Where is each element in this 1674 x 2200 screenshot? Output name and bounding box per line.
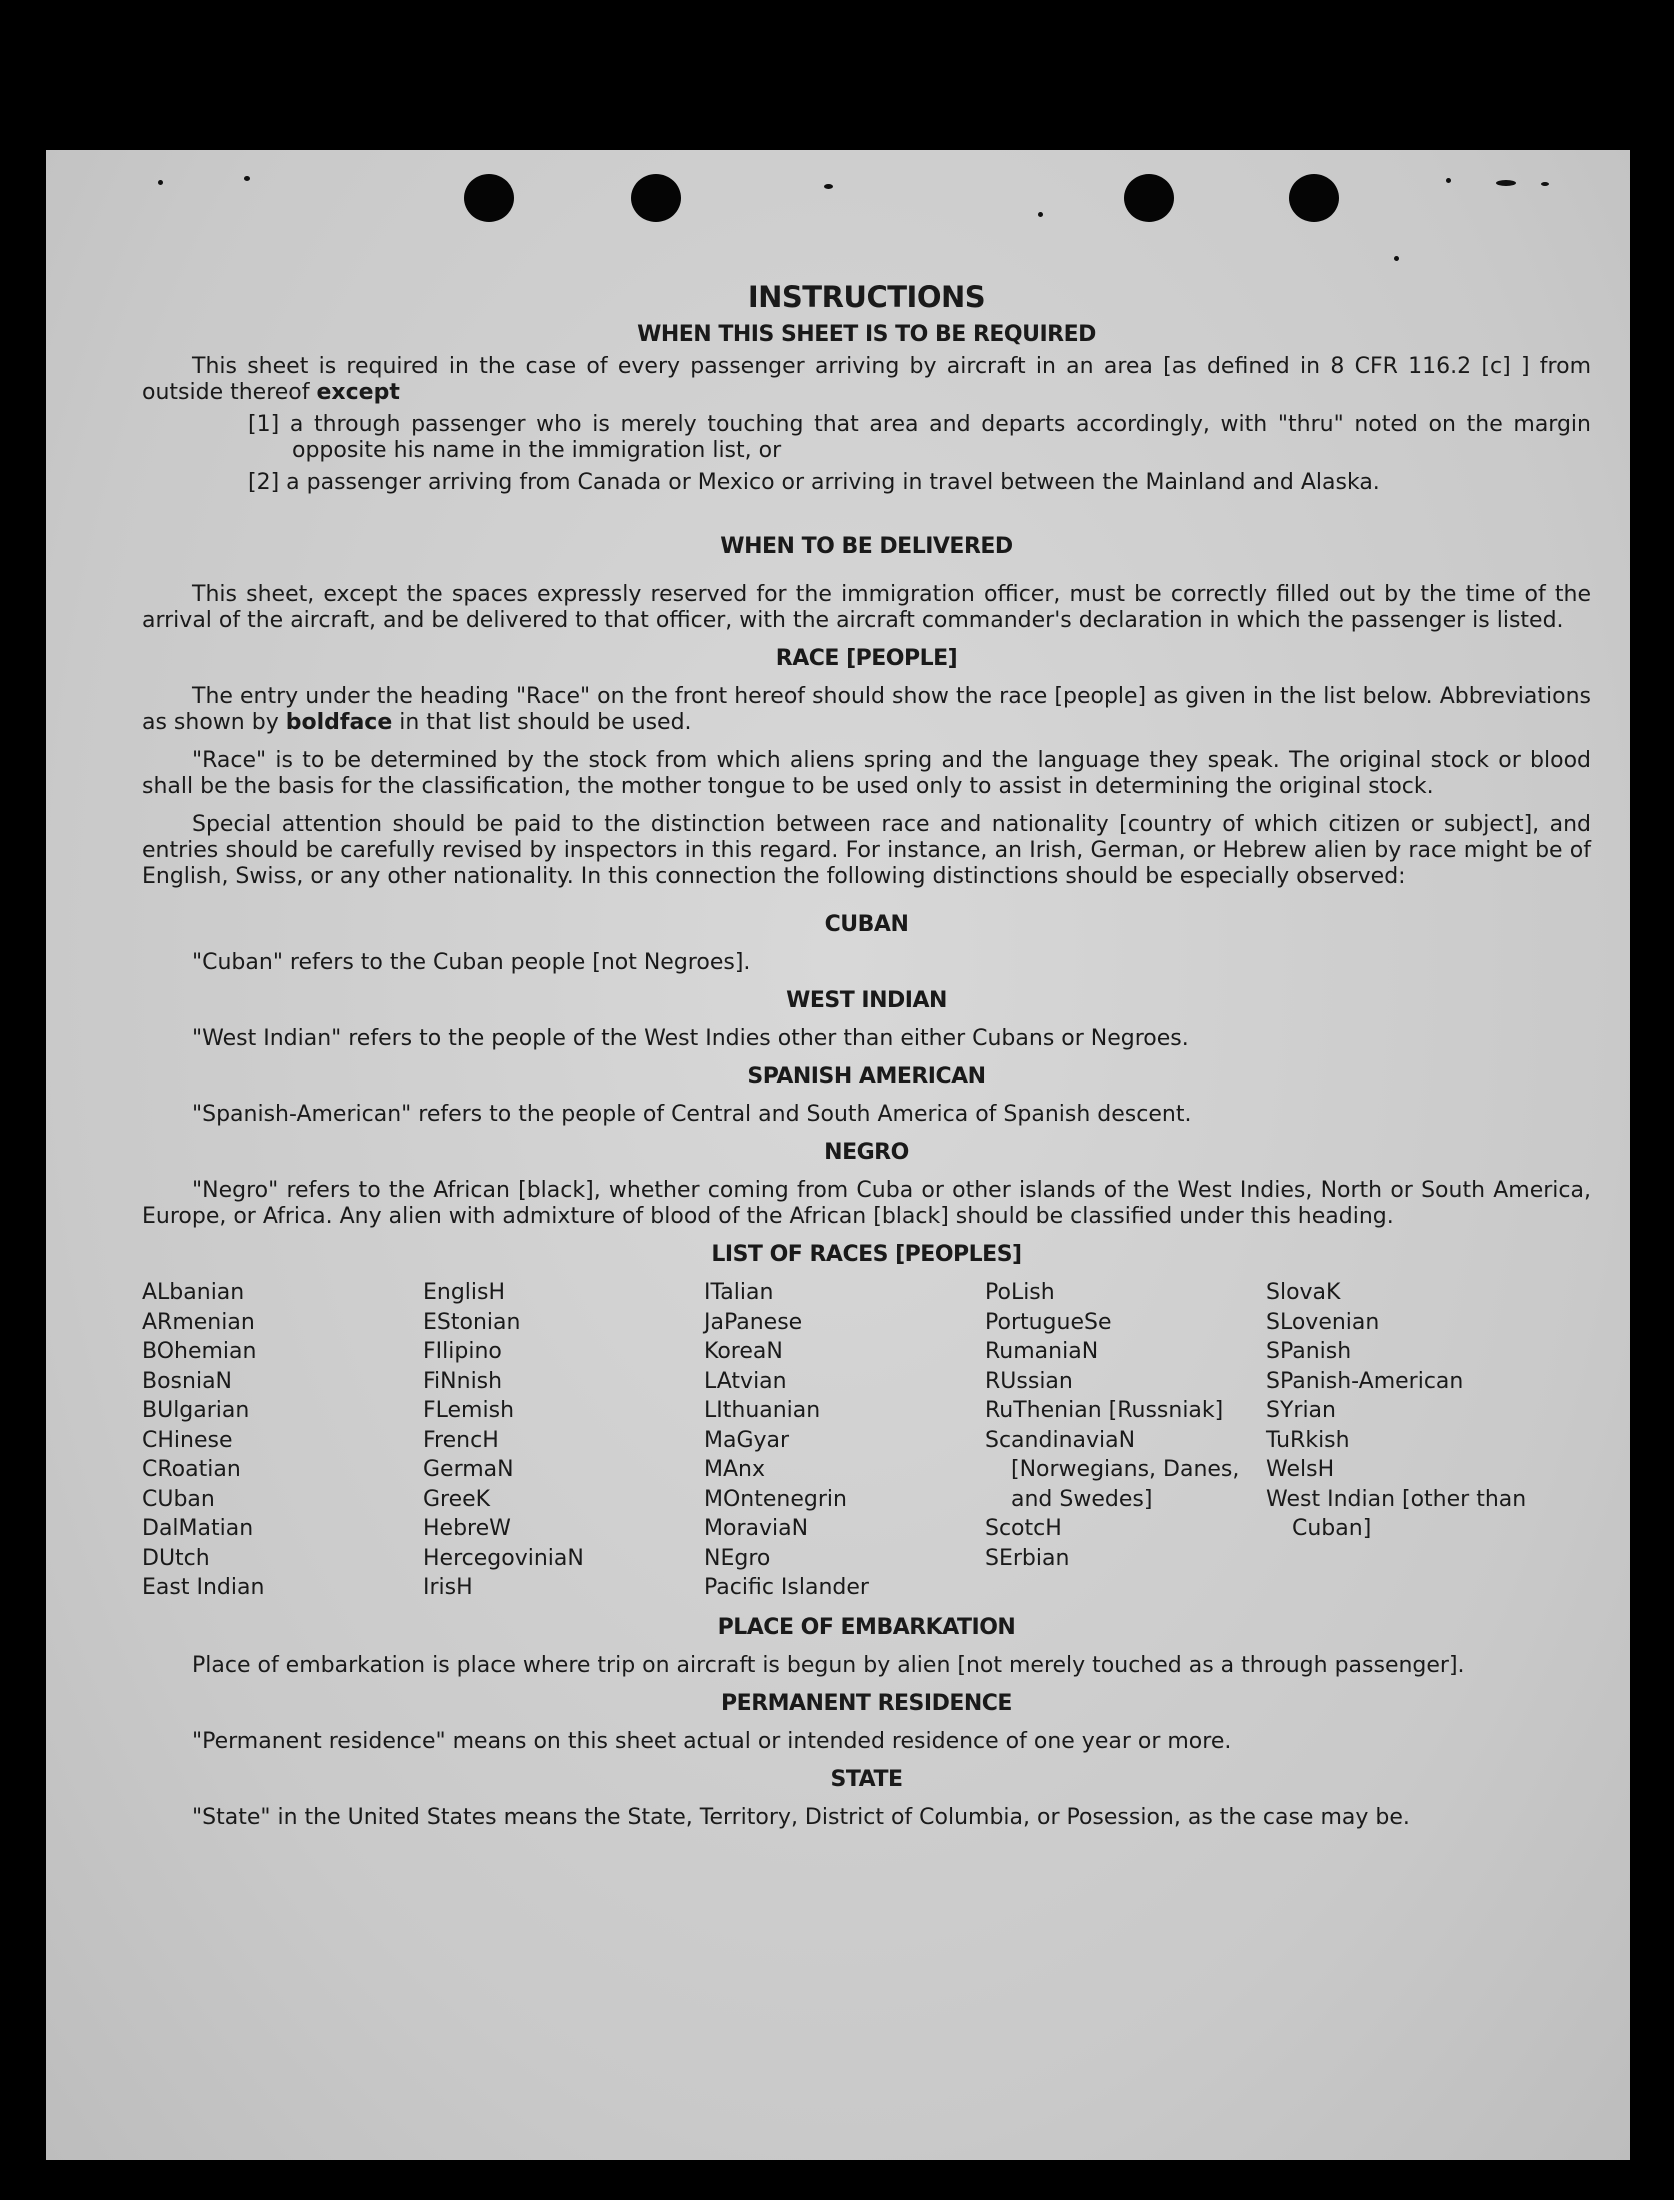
race-item: FLemish	[423, 1398, 515, 1423]
race-item: BUlgarian	[142, 1398, 250, 1423]
race-item: WelsH	[1266, 1457, 1335, 1482]
race-item: SlovaK	[1266, 1280, 1341, 1305]
page-title: INSTRUCTIONS	[747, 280, 986, 314]
race-item: SPanish-American	[1266, 1368, 1464, 1394]
race-item: LAtvian	[704, 1368, 787, 1394]
speck	[1541, 182, 1549, 186]
speck	[1394, 256, 1399, 261]
instructions-content	[142, 280, 1591, 1831]
race-item: TuRkish	[1266, 1427, 1350, 1453]
race-item: HebreW	[423, 1516, 511, 1541]
race-list	[142, 1278, 1591, 1603]
race-item: FrencH	[423, 1427, 499, 1453]
race-item: HercegoviniaN	[423, 1545, 584, 1571]
spanish-american-text: "Spanish-American" refers to the people of Central and South America of Spanish descent.	[192, 1102, 1192, 1127]
race-column	[423, 1278, 704, 1603]
race-column	[1266, 1278, 1547, 1603]
race-item: NEgro	[704, 1545, 771, 1571]
race-item: ARmenian	[142, 1309, 255, 1335]
race-item: CUban	[142, 1486, 215, 1512]
heading-cuban: CUBAN	[824, 912, 909, 937]
heading-race: RACE [PEOPLE]	[775, 646, 958, 671]
speck	[824, 184, 833, 189]
race-item: CRoatian	[142, 1457, 241, 1482]
race-item: GermaN	[423, 1457, 514, 1482]
punch-hole	[1124, 174, 1174, 222]
speck	[1038, 212, 1043, 217]
race-item: PoLish	[985, 1280, 1055, 1305]
state-text: "State" in the United States means the State, Territory, District of Columbia, or Posession, as the case may be.	[192, 1804, 1410, 1830]
west-indian-text: "West Indian" refers to the people of the West Indies other than either Cubans or Negroes.	[192, 1026, 1189, 1051]
race-item: FIlipino	[423, 1339, 502, 1364]
heading-negro: NEGRO	[824, 1140, 909, 1165]
race-item: ScandinaviaN [Norwegians, Danes, and Swedes]	[985, 1427, 1240, 1512]
race-item: RUssian	[985, 1368, 1073, 1394]
race-item: JaPanese	[704, 1309, 803, 1335]
race-item: SYrian	[1266, 1398, 1336, 1423]
race-paragraph-1: The entry under the heading "Race" on the front hereof should show the race [people] as given in the list below. Abbreviations as shown by boldface in that list should be used.	[142, 684, 1591, 735]
race-item: MOntenegrin	[704, 1486, 847, 1512]
race-item: EnglisH	[423, 1280, 506, 1305]
race-column	[985, 1278, 1266, 1603]
heading-when-delivered: WHEN TO BE DELIVERED	[720, 534, 1013, 559]
race-item: West Indian [other than Cuban]	[1266, 1486, 1527, 1541]
heading-spanish-american: SPANISH AMERICAN	[747, 1064, 986, 1089]
negro-text: "Negro" refers to the African [black], whether coming from Cuba or other islands of the West Indies, North or South America, Europe, or Africa. Any alien with admixture of blood of the African [black] should be classified under this heading.	[142, 1178, 1591, 1229]
race-item: SPanish	[1266, 1339, 1352, 1364]
race-item: MoraviaN	[704, 1516, 809, 1541]
speck	[244, 176, 250, 181]
race-item: ITalian	[704, 1280, 774, 1305]
race-item: KoreaN	[704, 1339, 783, 1364]
race-item: PortugueSe	[985, 1309, 1112, 1335]
race-item: ScotcH	[985, 1516, 1062, 1541]
race-item: FiNnish	[423, 1368, 503, 1394]
race-item: ALbanian	[142, 1280, 245, 1305]
when-delivered-text: This sheet, except the spaces expressly reserved for the immigration officer, must be correctly filled out by the time of the arrival of the aircraft, and be delivered to that officer, with the aircraft commander's declaration in which the passenger is listed.	[142, 582, 1591, 633]
when-required-intro: This sheet is required in the case of every passenger arriving by aircraft in an area [as defined in 8 CFR 116.2 [c] ] from outside thereof except	[142, 354, 1591, 405]
race-item: SLovenian	[1266, 1309, 1380, 1335]
race-item: DUtch	[142, 1545, 210, 1571]
race-item: LIthuanian	[704, 1398, 821, 1423]
race-item: RuThenian [Russniak]	[985, 1398, 1224, 1423]
race-item: GreeK	[423, 1486, 491, 1512]
race-item: BOhemian	[142, 1339, 257, 1364]
exception-item-1: [1] a through passenger who is merely touching that area and departs accordingly, with "thru" noted on the margin opposite his name in the immigration list, or	[248, 412, 1591, 463]
race-item: East Indian	[142, 1575, 265, 1600]
speck	[1446, 178, 1451, 183]
cuban-text: "Cuban" refers to the Cuban people [not Negroes].	[192, 950, 751, 975]
race-item: DalMatian	[142, 1516, 254, 1541]
heading-list-of-races: LIST OF RACES [PEOPLES]	[711, 1242, 1022, 1267]
permanent-residence-text: "Permanent residence" means on this sheet actual or intended residence of one year or more.	[192, 1728, 1232, 1754]
heading-west-indian: WEST INDIAN	[786, 988, 947, 1013]
race-item: Pacific Islander	[704, 1575, 869, 1600]
race-item: BosniaN	[142, 1368, 233, 1394]
document-page	[46, 150, 1630, 2160]
heading-place-of-embarkation: PLACE OF EMBARKATION	[717, 1614, 1016, 1640]
race-item: MAnx	[704, 1457, 765, 1482]
punch-hole	[631, 174, 681, 222]
heading-permanent-residence: PERMANENT RESIDENCE	[721, 1690, 1012, 1716]
place-of-embarkation-text: Place of embarkation is place where trip on aircraft is begun by alien [not merely touched as a through passenger].	[192, 1652, 1465, 1678]
punch-hole	[464, 174, 514, 222]
race-item: EStonian	[423, 1309, 521, 1335]
race-item: MaGyar	[704, 1427, 790, 1453]
race-paragraph-2: "Race" is to be determined by the stock from which aliens spring and the language they speak. The original stock or blood shall be the basis for the classification, the mother tongue to be used only to assist in determining the original stock.	[142, 748, 1591, 799]
heading-when-required: WHEN THIS SHEET IS TO BE REQUIRED	[637, 322, 1096, 347]
speck	[158, 180, 163, 185]
speck	[1496, 180, 1516, 186]
race-item: SErbian	[985, 1545, 1070, 1571]
race-paragraph-3: Special attention should be paid to the distinction between race and nationality [country of which citizen or subject], and entries should be carefully revised by inspectors in this regard. For instance, an Irish, German, or Hebrew alien by race might be of English, Swiss, or any other nationality. In this connection the following distinctions should be especially observed:	[142, 812, 1591, 889]
race-item: RumaniaN	[985, 1339, 1099, 1364]
race-column	[142, 1278, 423, 1603]
race-item: IrisH	[423, 1575, 473, 1600]
punch-hole	[1289, 174, 1339, 222]
exception-item-2: [2] a passenger arriving from Canada or Mexico or arriving in travel between the Mainland and Alaska.	[248, 470, 1380, 495]
heading-state: STATE	[830, 1766, 903, 1792]
race-item: CHinese	[142, 1427, 233, 1453]
race-column	[704, 1278, 985, 1603]
